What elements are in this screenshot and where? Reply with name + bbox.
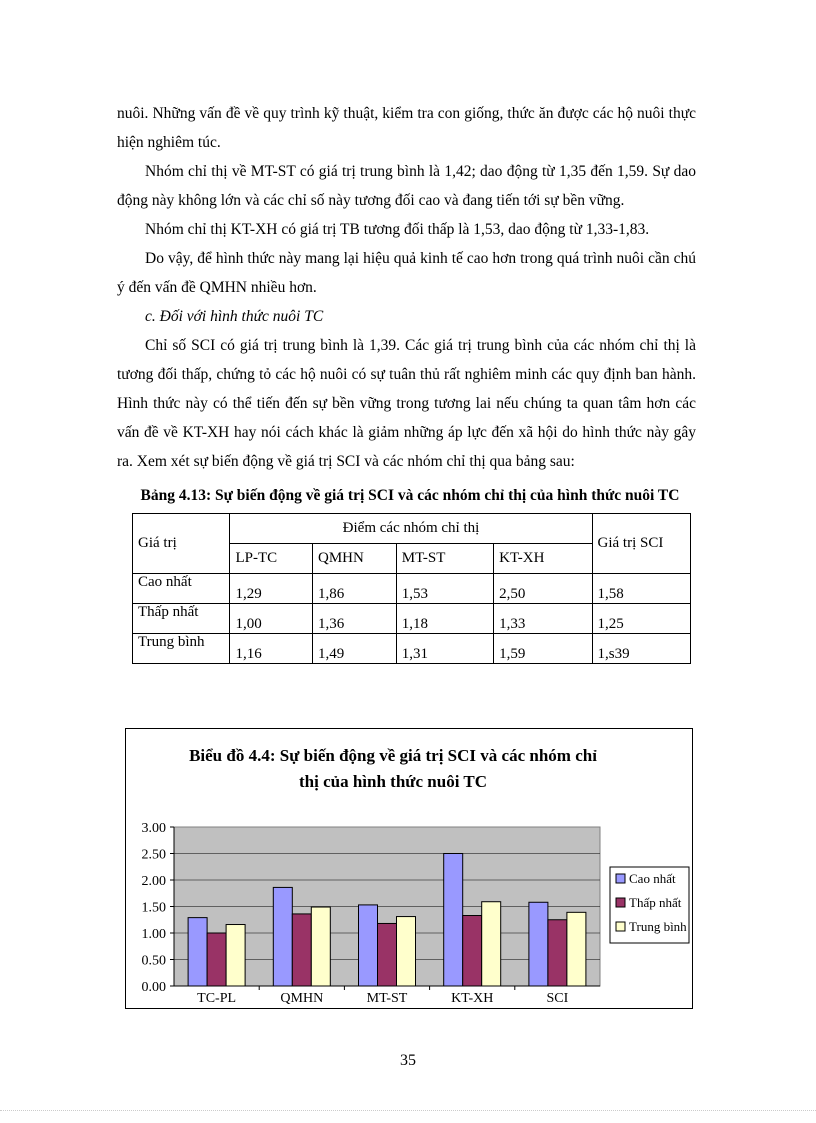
table-cell: 1,33	[494, 604, 592, 634]
paragraph-mt-st: Nhóm chỉ thị về MT-ST có giá trị trung bình là 1,42; dao động từ 1,35 đến 1,59. Sự dao động này không lớn và các chỉ số này tương đối cao và đang tiến tới sự bền vững.	[117, 163, 696, 209]
row-label: Trung bình	[133, 634, 230, 664]
chart-title-line-2: thị của hình thức nuôi TC	[299, 772, 487, 791]
bar-trung-bình	[482, 902, 501, 986]
subheader-qmhn: QMHN	[313, 544, 397, 574]
table-cell: 1,58	[592, 574, 691, 604]
bar-thấp-nhất	[207, 933, 226, 986]
page-number: 35	[400, 1052, 416, 1069]
chart-title-line-1: Biểu đồ 4.4: Sự biến động về giá trị SCI và các nhóm chỉ	[189, 746, 597, 765]
table-cell: 1,16	[230, 634, 313, 664]
y-tick-label: 2.50	[141, 847, 166, 863]
legend-swatch	[616, 874, 625, 883]
footer-divider	[0, 1110, 816, 1111]
bar-trung-bình	[311, 907, 330, 986]
bar-chart	[126, 729, 692, 1008]
legend-swatch	[616, 898, 625, 907]
x-tick-label: SCI	[546, 991, 569, 1006]
row-label: Thấp nhất	[133, 604, 230, 634]
table-cell: 1,59	[494, 634, 592, 664]
subheader-kt-xh: KT-XH	[494, 544, 592, 574]
y-tick-label: 2.00	[141, 874, 166, 889]
table-cell: 1,31	[396, 634, 493, 664]
table-cell: 1,00	[230, 604, 313, 634]
table-row	[133, 604, 691, 634]
table-cell: 1,25	[592, 604, 691, 634]
sci-table	[132, 513, 691, 664]
x-tick-label: MT-ST	[366, 991, 408, 1006]
bar-cao-nhất	[529, 902, 548, 986]
bar-cao-nhất	[273, 887, 292, 986]
x-tick-label: KT-XH	[451, 991, 494, 1006]
bar-thấp-nhất	[378, 923, 397, 986]
bar-thấp-nhất	[292, 914, 311, 986]
table-caption: Bảng 4.13: Sự biến động về giá trị SCI và các nhóm chỉ thị của hình thức nuôi TC	[140, 487, 680, 504]
y-tick-label: 1.50	[141, 900, 166, 916]
bar-trung-bình	[226, 925, 245, 986]
paragraph-continuation: nuôi. Những vấn đề về quy trình kỹ thuật, kiểm tra con giống, thức ăn được các hộ nuôi thực hiện nghiêm túc.	[117, 105, 696, 151]
x-tick-label: TC-PL	[197, 991, 237, 1006]
bar-trung-bình	[567, 912, 586, 986]
subheader-lp-tc: LP-TC	[230, 544, 313, 574]
y-tick-label: 0.50	[141, 953, 166, 969]
table-row	[133, 574, 691, 604]
table-row	[133, 634, 691, 664]
paragraph-sci: Chỉ số SCI có giá trị trung bình là 1,39. Các giá trị trung bình của các nhóm chỉ thị là tương đối thấp, chứng tỏ các hộ nuôi có sự tuân thủ rất nghiêm minh các quy định ban hành. Hình thức này có thể tiến đến sự bền vững trong tương lai nếu chúng ta quan tâm hơn các vấn đề về KT-XH hay nói cách khác là giảm những áp lực đến xã hội do hình thức này gây ra. Xem xét sự biến động về giá trị SCI và các nhóm chỉ thị qua bảng sau:	[117, 337, 696, 470]
y-tick-label: 0.00	[141, 980, 166, 995]
table-cell: 1,49	[313, 634, 397, 664]
header-sci: Giá trị SCI	[592, 514, 691, 574]
bar-thấp-nhất	[548, 920, 567, 986]
paragraph-kt-xh: Nhóm chỉ thị KT-XH có giá trị TB tương đối thấp là 1,53, dao động từ 1,33-1,83.	[145, 221, 650, 238]
table-cell: 1,s39	[592, 634, 691, 664]
paragraph-conclusion: Do vậy, để hình thức này mang lại hiệu quả kinh tế cao hơn trong quá trình nuôi cần chú ý đến vấn đề QMHN nhiều hơn.	[117, 250, 696, 296]
bar-trung-bình	[397, 917, 416, 986]
bar-thấp-nhất	[463, 916, 482, 986]
bar-cao-nhất	[359, 905, 378, 986]
y-tick-label: 3.00	[141, 821, 166, 836]
legend-label: Trung bình	[629, 919, 687, 934]
header-gia-tri: Giá trị	[133, 514, 230, 574]
x-tick-label: QMHN	[280, 991, 324, 1006]
legend-swatch	[616, 922, 625, 931]
table-cell: 1,86	[313, 574, 397, 604]
table-cell: 1,36	[313, 604, 397, 634]
table-cell: 1,29	[230, 574, 313, 604]
section-heading-tc: c. Đối với hình thức nuôi TC	[145, 308, 324, 325]
chart-frame	[125, 728, 693, 1009]
table-cell: 1,53	[396, 574, 493, 604]
table-cell: 1,18	[396, 604, 493, 634]
bar-cao-nhất	[188, 918, 207, 986]
y-tick-label: 1.00	[141, 927, 166, 942]
header-group: Điểm các nhóm chỉ thị	[230, 514, 592, 544]
legend-label: Cao nhất	[629, 871, 676, 886]
legend-label: Thấp nhất	[629, 895, 682, 910]
bar-cao-nhất	[444, 854, 463, 987]
subheader-mt-st: MT-ST	[396, 544, 493, 574]
row-label: Cao nhất	[133, 574, 230, 604]
table-cell: 2,50	[494, 574, 592, 604]
